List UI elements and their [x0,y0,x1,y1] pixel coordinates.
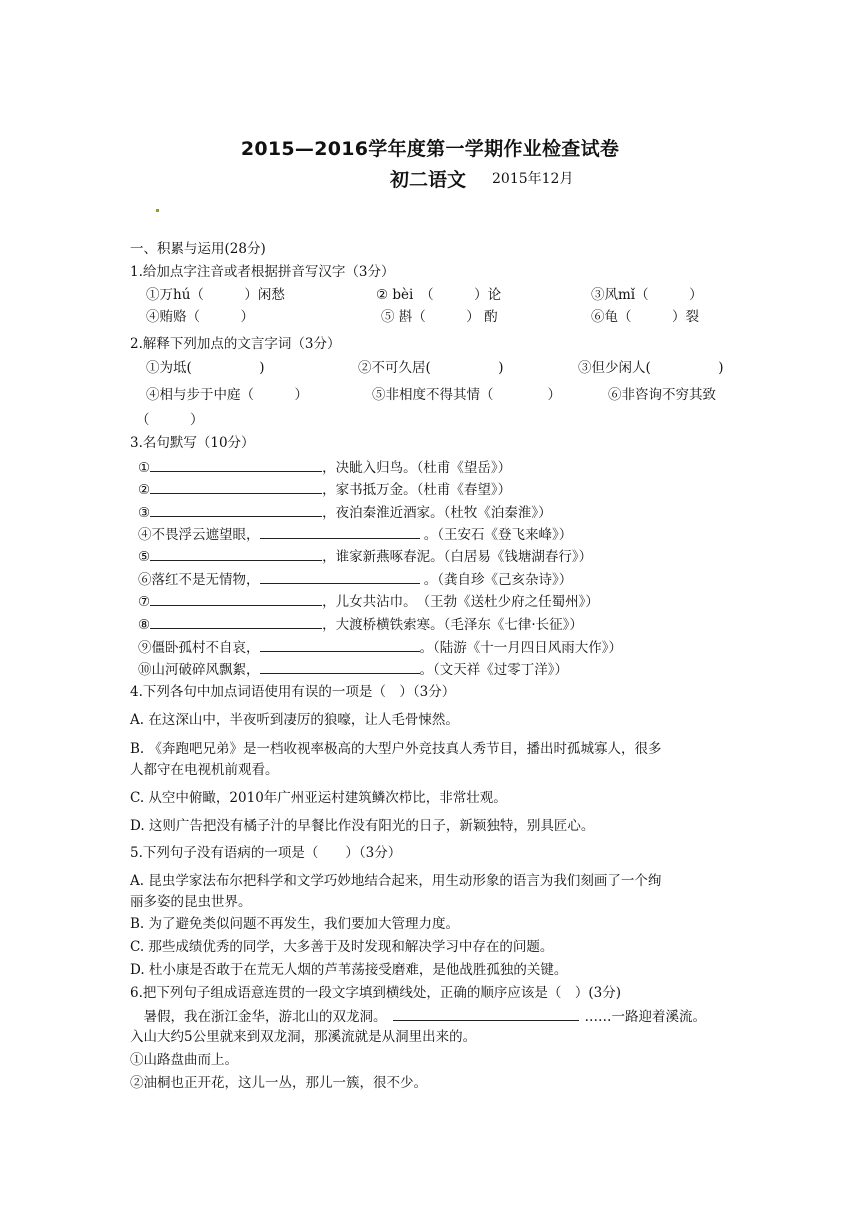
q6-passage-line1: 暑假，我在浙江金华，游北山的双龙洞。 ……一路迎着溪流。 [130,1006,706,1026]
q3-stem: 3.名句默写（10分） [130,435,255,451]
poem-line: ⑤ ，谁家新燕啄春泥。（白居易《钱塘湖春行》） [138,546,592,566]
q5-option-d: D. 杜小康是否敢于在荒无人烟的芦苇荡接受磨难，是他战胜孤独的关键。 [130,962,568,978]
answer-blank[interactable] [150,457,322,472]
q4-option-b-cont: 人都守在电视机前观看。 [130,762,279,778]
q1-stem: 1.给加点字注音或者根据拼音写汉字（3分） [130,264,395,280]
poem-line: ③ ，夜泊秦淮近酒家。（杜牧《泊秦淮》） [138,502,552,522]
answer-blank[interactable] [393,1006,579,1021]
poem-line: ① ，决眦入归鸟。（杜甫《望岳》） [138,457,511,477]
q5-option-a-cont: 丽多姿的昆虫世界。 [130,894,252,910]
q1-item-3: ③风mǐ（ ） [591,287,703,303]
q2-item-1: ①为坻( ) [146,360,265,376]
section-heading: 一、积累与运用(28分) [130,241,266,257]
q6-passage-line2: 入山大约5公里就来到双龙洞，那溪流就是从洞里出来的。 [130,1029,477,1045]
q4-option-b: B. 《奔跑吧兄弟》是一档收视率极高的大型户外竞技真人秀节目，播出时孤城寡人，很多 [130,741,662,757]
answer-blank[interactable] [150,546,322,561]
poem-line: ⑧ ，大渡桥横铁索寒。（毛泽东《七律·长征》） [138,614,583,634]
q2-item-4: ④相与步于中庭（ ） [146,387,308,403]
q1-item-1: ①万hú（ ）闲愁 [146,287,285,303]
q2-item-5: ⑤非相度不得其情（ ） [372,387,561,403]
poem-line: ⑥落红不是无情物， 。（龚自珍《己亥杂诗》） [138,569,572,589]
answer-blank[interactable] [150,479,322,494]
q4-option-d: D. 这则广告把没有橘子汁的早餐比作没有阳光的日子，新颖独特，别具匠心。 [130,818,595,834]
q2-item-2: ②不可久居( ) [358,360,504,376]
answer-blank[interactable] [260,637,420,652]
q5-option-b: B. 为了避免类似问题不再发生，我们要加大管理力度。 [130,916,460,932]
exam-date: 2015年12月 [492,171,574,187]
exam-title: 2015—2016学年度第一学期作业检查试卷 [240,138,620,160]
q5-option-a: A. 昆虫学家法布尔把科学和文学巧妙地结合起来，用生动形象的语言为我们刻画了一个绚 [130,873,662,889]
poem-line: ② ，家书抵万金。（杜甫《春望》） [138,479,511,499]
q4-stem: 4.下列各句中加点词语使用有误的一项是（ ）（3分） [130,684,456,700]
decorative-dot [156,209,159,212]
q2-item-6: ⑥非咨询不穷其致 [608,387,716,403]
answer-blank[interactable] [150,502,322,517]
answer-blank[interactable] [260,659,420,674]
answer-blank[interactable] [260,569,420,584]
q4-option-a: A. 在这深山中，半夜听到凄厉的狼嚎，让人毛骨悚然。 [130,712,459,728]
q1-item-6: ⑥龟（ ）裂 [591,309,699,325]
answer-blank[interactable] [150,591,322,606]
answer-blank[interactable] [260,524,420,539]
q5-stem: 5.下列句子没有语病的一项是（ ）（3分） [130,845,402,861]
q4-option-c: C. 从空中俯瞰，2010年广州亚运村建筑鳞次栉比，非常壮观。 [130,790,507,806]
q6-sentence-2: ②油桐也正开花，这儿一丛，那儿一簇，很不少。 [130,1075,427,1091]
q6-stem: 6.把下列句子组成语意连贯的一段文字填到横线处，正确的顺序应该是（ ）(3分) [130,985,622,1001]
poem-line: ⑩山河破碎风飘絮， 。（文天祥《过零丁洋》） [138,659,568,679]
poem-line: ④不畏浮云遮望眼， 。（王安石《登飞来峰》） [138,524,572,544]
q1-item-2: ② bèi （ ）论 [376,287,502,303]
q5-option-c: C. 那些成绩优秀的同学，大多善于及时发现和解决学习中存在的问题。 [130,939,554,955]
answer-blank[interactable] [150,614,322,629]
exam-subject: 初二语文 [390,169,467,191]
q1-item-4: ④贿赂（ ） [146,309,254,325]
q6-sentence-1: ①山路盘曲而上。 [130,1052,238,1068]
q1-item-5: ⑤ 斟（ ） 酌 [381,309,498,325]
q2-item-3: ③但少闲人( ) [578,360,724,376]
q2-item-6-blank: （ ） [136,412,204,428]
poem-line: ⑦ ，儿女共沾巾。 （王勃《送杜少府之任蜀州》） [138,591,599,611]
q2-stem: 2.解释下列加点的文言字词（3分） [130,336,341,352]
poem-line: ⑨僵卧孤村不自哀， 。（陆游《十一月四日风雨大作》） [138,637,622,657]
